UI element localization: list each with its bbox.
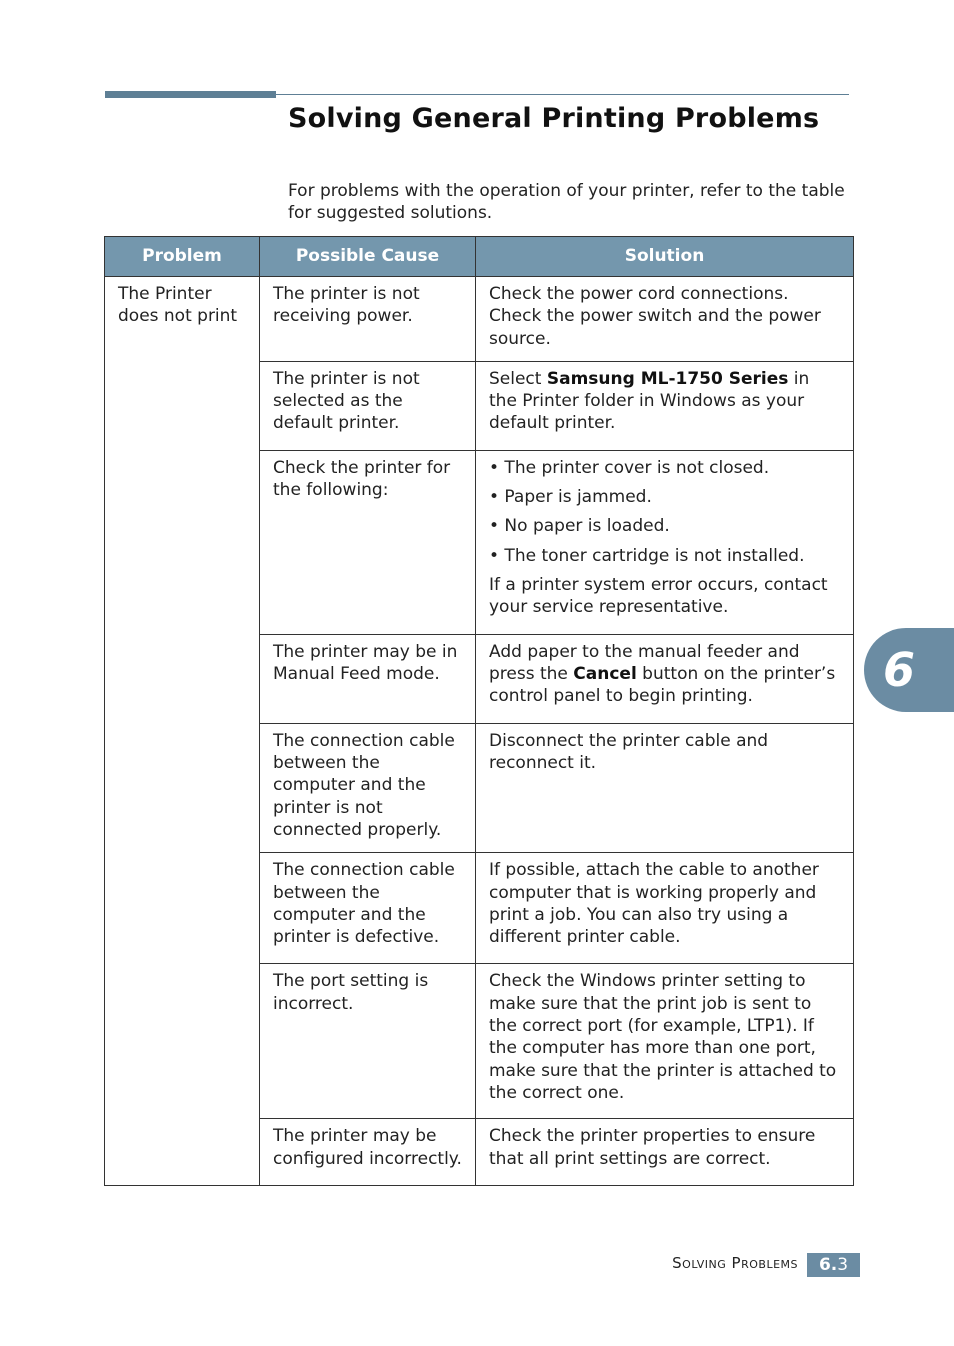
- header-problem: Problem: [105, 237, 260, 277]
- cause-cell: The printer is not selected as the default printer.: [260, 361, 476, 450]
- cause-cell: The printer is not receiving power.: [260, 277, 476, 362]
- cancel-button-name: Cancel: [573, 664, 637, 685]
- solution-cell: [476, 361, 854, 450]
- footer-section-text: Solving Problems: [672, 1254, 798, 1272]
- troubleshooting-table: [104, 236, 854, 1186]
- product-name: Samsung ML-1750 Series: [546, 368, 789, 389]
- footer-page-num: 3: [837, 1255, 849, 1275]
- table-row: [105, 277, 854, 362]
- header-possible-cause: Possible Cause: [260, 237, 476, 277]
- header-rule-thin: [276, 94, 849, 95]
- cause-cell: Check the printer for the following:: [260, 450, 476, 634]
- chapter-number: 6: [882, 643, 915, 697]
- cause-cell: The port setting is incorrect.: [260, 964, 476, 1119]
- cause-cell: The connection cable between the computer and the printer is defective.: [260, 853, 476, 964]
- solution-text: button on the printer’s control panel to begin printing.: [489, 664, 836, 707]
- cause-cell: The connection cable between the computer and the printer is not connected properly.: [260, 723, 476, 852]
- intro-paragraph: For problems with the operation of your printer, refer to the table for suggested solutions.: [288, 181, 845, 223]
- page-title: Solving General Printing Problems: [288, 103, 820, 134]
- chapter-tab: [864, 628, 954, 712]
- solution-cell: If possible, attach the cable to another computer that is working properly and print a job. You can also try using a different printer cable.: [476, 853, 854, 964]
- solution-note: If a printer system error occurs, contact your service representative.: [489, 575, 828, 618]
- footer-section-label: [620, 1254, 798, 1272]
- cause-cell: The printer may be in Manual Feed mode.: [260, 634, 476, 723]
- header-rule-thick: [105, 91, 276, 98]
- problem-cell: The Printer does not print: [105, 277, 260, 1186]
- table-header-row: [105, 237, 854, 277]
- bullet-item: • The toner cartridge is not installed.: [489, 545, 805, 566]
- solution-text: in the Printer folder in Windows as your default printer.: [489, 368, 810, 434]
- solution-cell: Check the power cord connections. Check the power switch and the power source.: [476, 277, 854, 362]
- solution-cell: [476, 634, 854, 723]
- footer-page-chapter: 6.: [818, 1255, 838, 1275]
- header-solution: Solution: [476, 237, 854, 277]
- solution-text: Select: [489, 368, 547, 389]
- cause-cell: The printer may be configured incorrectly.: [260, 1119, 476, 1186]
- solution-cell: Check the printer properties to ensure that all print settings are correct.: [476, 1119, 854, 1186]
- footer-page-number: [807, 1253, 860, 1277]
- solution-cell: Check the Windows printer setting to make sure that the print job is sent to the correct port (for example, LTP1). If the computer has more than one port, make sure that the printer is attached to the correct one.: [476, 964, 854, 1119]
- solution-cell: Disconnect the printer cable and reconnect it.: [476, 723, 854, 852]
- solution-cell: [476, 450, 854, 634]
- bullet-item: • Paper is jammed.: [489, 487, 652, 508]
- bullet-item: • The printer cover is not closed.: [489, 457, 770, 478]
- solution-text: Add paper to the manual feeder and press the: [489, 641, 800, 685]
- bullet-item: • No paper is loaded.: [489, 516, 670, 537]
